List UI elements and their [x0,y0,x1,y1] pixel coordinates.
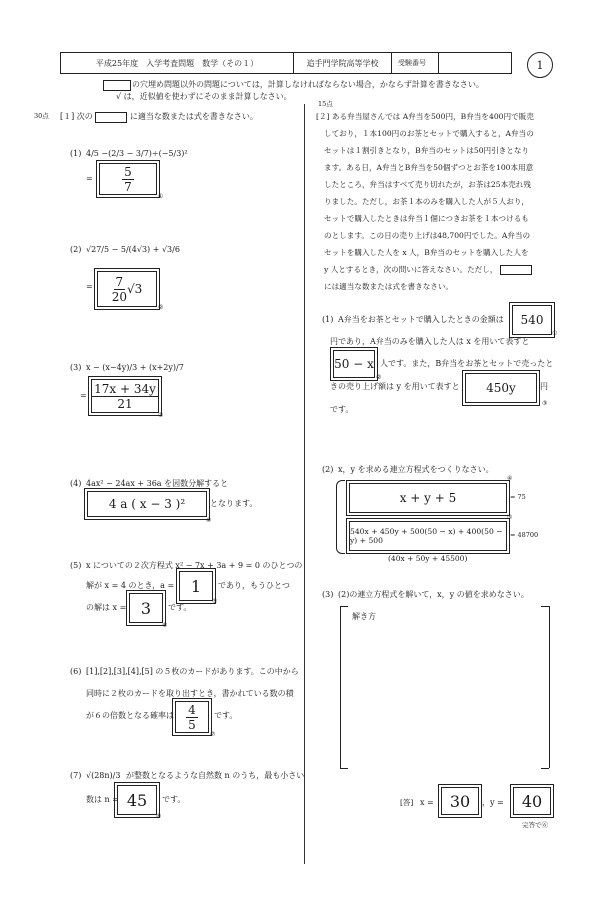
q2-line: セットを購入した人を x 人，B弁当のセットを購入した人を [324,248,529,257]
q1-p2-answer-num: 7 [115,274,124,289]
q2-p3-y-box[interactable] [510,784,554,818]
q1-p2-equals: = [86,282,93,291]
q2-p3-work-bottom-right [541,768,549,769]
q1-p7-expression: √(28n)/3 [86,771,121,780]
q2-p1-line4: きの売り上げ額は y を用いて表すと [330,382,460,391]
q2-p2-eq2-box[interactable] [346,518,510,554]
q1-p7-answer: 45 [117,785,157,815]
q1-p5-num: (5) [70,561,82,570]
q2-p2-note: (40x + 50y + 45500) [388,554,468,563]
page-number [527,52,553,78]
q1-p2-expression: √27/5 − 5/(4√3) + √3/6 [86,245,180,254]
q1-p2-answer-root: √3 [127,282,143,296]
q2-line: りました。ただし，お茶１本のみを購入した人が５人おり， [324,197,530,206]
q2-p3-work-area[interactable] [340,606,550,768]
q1-p5-line2b: であり，もうひとつ [218,581,290,590]
q1-p4-num: (4) [70,479,82,488]
q2-p3-x-box[interactable] [438,784,482,818]
q2-p1-answer1: 540 [512,305,552,335]
q2-last-line: には適当な数または式を書きなさい。 [324,282,454,291]
q1-p6-mark: ⑦ [210,731,216,738]
q1-p4-answer-box[interactable] [84,488,210,520]
q1-heading [60,111,258,123]
q2-p2-num: (2) [322,465,334,474]
q2-p1-line3: 人です。また，B弁当をお茶とセットで売ったと [380,359,554,368]
q2-p3-num: (3) [322,590,334,599]
q2-line-9: y 人とするとき，次の問いに答えなさい。ただし， [324,265,498,274]
page-number-text: 1 [536,58,544,72]
school-name: 追手門学院高等学校 [294,53,392,74]
q2-p3-work-bottom-left [340,768,348,769]
q2-line: したところ，弁当はすべて売り切れたが，お茶は25本売れ残 [324,180,531,189]
column-divider [304,104,305,864]
q2-p1-answer1-box[interactable] [509,302,558,338]
q2-p3-x-value: 30 [441,787,479,815]
q2-p2-eq2-rhs: = 48700 [510,531,539,539]
q1-p6-line2: 同時に２枚のカードを取り出すとき，書かれている数の積 [86,689,294,698]
q1-p6-num: (6) [70,667,82,676]
q2-p3-work-top-left [340,606,348,607]
blank-sample-box [103,80,131,91]
q2-p1-answer3: 450y [465,373,537,403]
q1-p1-mark: ① [158,193,164,200]
q1-p5-answer-x-box[interactable] [126,590,166,626]
q2-paragraph [316,108,566,295]
q2-p2-eq1-box[interactable] [346,480,510,516]
q1-p6-line3b: です。 [214,711,238,720]
q1-p1-equals: = [86,174,93,183]
q2-p3-y-value: 40 [513,787,551,815]
q2-points: 15点 [318,100,333,108]
q1-p3-mark: ③ [158,412,164,419]
q2-p3-y-label: ，y = [482,798,504,807]
q1-p6-line1: [1],[2],[3],[4],[5] の５枚のカードがあります。この中から [86,667,299,676]
q1-p1-answer [122,165,134,194]
q2-p2-eq2: 540x + 450y + 500(50 − x) + 400(50 − y) + 500 [349,521,507,551]
q2-p2-eq1-rhs: = 75 [510,493,526,501]
q1-p7-line2a: 数は n = [86,795,119,804]
q2-p1-num: (1) [322,315,334,324]
q2-p2-text: x，y を求める連立方程式をつくりなさい。 [338,465,494,474]
q2-p1-line4b: 円 [540,382,548,391]
q1-p4-answer: 4 a ( x − 3 )² [87,491,207,517]
q1-p1-answer-num: 5 [124,164,132,179]
instruction-line-1: の穴埋め問題以外の問題については，計算しなければならない場合，かならず計算を書きなさい。 [132,80,484,89]
q1-p3-answer-num: 17x + 34y [94,381,156,396]
q1-p3-answer-den: 21 [117,396,133,411]
header-table [60,52,512,74]
q1-p1-num: (1) [70,149,82,158]
q2-p1-line2: 円であり，A弁当のみを購入した人は x を用いて表すと [330,337,530,346]
q2-p1-mark1: ① [552,330,558,337]
q2-p1-line5: です。 [330,405,354,414]
q1-p1-expression: 4/5 −(2/3 − 3/7)÷(−5/3)² [86,149,188,158]
q1-p4-text: 4ax² − 24ax + 36a を因数分解すると [86,479,229,488]
q1-p5-line2a: 解が x = 4 のとき，a = [86,581,175,590]
q2-p3-answer-label: [答] [400,798,414,807]
q2-p1-mark2: ② [376,374,382,381]
q1-p6-line3a: が６の倍数となる確率は [86,711,174,720]
q2-p2-mark2: ⑤ [507,514,513,521]
q1-p5-mark1: ⑤ [212,598,218,605]
q1-p7-mark: ⑧ [156,813,162,820]
q2-p3-work-label: 解き方 [352,612,376,621]
q1-p2-answer-den: 20 [111,289,127,304]
q2-line: セットは１割引きとなり，B弁当のセットは50円引きとなり [324,146,530,155]
q1-p2-mark: ② [158,304,164,311]
q1-p5-line3b: です。 [168,603,192,612]
q1-p6-answer-box[interactable] [172,698,212,736]
q2-line: のとします。この日の売り上げは48,700円でした。A弁当の [324,231,531,240]
q2-line: セットで購入したときは弁当１個につきお茶を１本つけるも [324,214,529,223]
q2-p1-answer2: 50 − x [333,350,375,378]
q2-p1-line1: A弁当をお茶とセットで購入したときの金額は [338,315,504,324]
q1-p3-answer [92,382,158,411]
q1-p7-line1: が整数となるような自然数 n のうち，最も小さい [126,771,305,780]
q1-p2-answer-frac [112,275,127,304]
q1-heading-b: に適当な数または式を書きなさい。 [129,112,258,121]
q2-p3-text: (2)の連立方程式を解いて，x，y の値を求めなさい。 [338,590,529,599]
q1-p5-answer-a: 1 [179,571,213,601]
q1-p2-answer-box[interactable] [94,268,160,310]
exam-number-label: 受験番号 [392,53,439,74]
q1-p1-answer-box[interactable] [96,160,160,198]
q1-p4-after: となります。 [210,499,258,508]
q2-p1-answer3-box[interactable] [462,370,540,406]
q1-points: 30点 [34,112,49,120]
exam-number-field[interactable] [439,53,512,74]
q2-p3-note: 完答で⑥ [522,821,548,829]
q1-p3-equals: = [80,391,87,400]
q1-p7-answer-box[interactable] [114,782,160,818]
q1-p3-answer-box[interactable] [88,376,162,416]
q1-p5-answer-x: 3 [129,593,163,623]
q1-heading-a: [１] 次の [60,112,93,121]
exam-title: 平成25年度 入学考査問題 数学（その１） [61,53,294,74]
q2-line [316,261,566,278]
q1-p4-mark: ④ [206,517,212,524]
q1-p5-line3a: の解は x = [86,603,127,612]
q1-p3-expression: x − (x−4y)/3 + (x+2y)/7 [86,363,184,372]
q2-line: [２] ある弁当屋さんでは A弁当を500円，B弁当を400円で販売 [316,112,534,121]
q1-p3-num: (3) [70,363,82,372]
q1-p5-mark2: ⑥ [162,622,168,629]
q2-p2-brace [336,480,345,554]
q2-line: しており，１本100円のお茶とセットで購入すると，A弁当の [324,129,534,138]
q1-p5-line1: x についての２次方程式 x² − 7x + 3a + 9 = 0 のひとつの [86,561,303,570]
q1-p6-answer-num: 4 [188,702,196,717]
q2-p1-mark3: ③ [542,400,548,407]
q1-p5-answer-a-box[interactable] [176,568,216,604]
q2-p2-eq1: x + y + 5 [349,483,507,513]
q2-p3-x-label: x = [420,798,434,807]
instruction-line-2: √ は，近似値を使わずにそのまま計算しなさい。 [116,92,292,101]
q1-p6-answer-den: 5 [188,717,196,732]
q2-blank-sample [500,265,532,275]
q2-line: ます。ある日，A弁当とB弁当を50個ずつとお茶を100本用意 [324,163,534,172]
q1-p2-num: (2) [70,245,82,254]
q1-p7-num: (7) [70,771,82,780]
q1-p7-line2b: です。 [162,795,186,804]
q2-p1-answer2-box[interactable] [330,347,378,381]
q2-p3-work-top-right [541,606,549,607]
q1-blank-sample [95,112,127,123]
q1-p6-answer [186,703,198,732]
q1-p1-answer-den: 7 [124,179,132,194]
q2-p2-mark1: ④ [507,475,513,482]
